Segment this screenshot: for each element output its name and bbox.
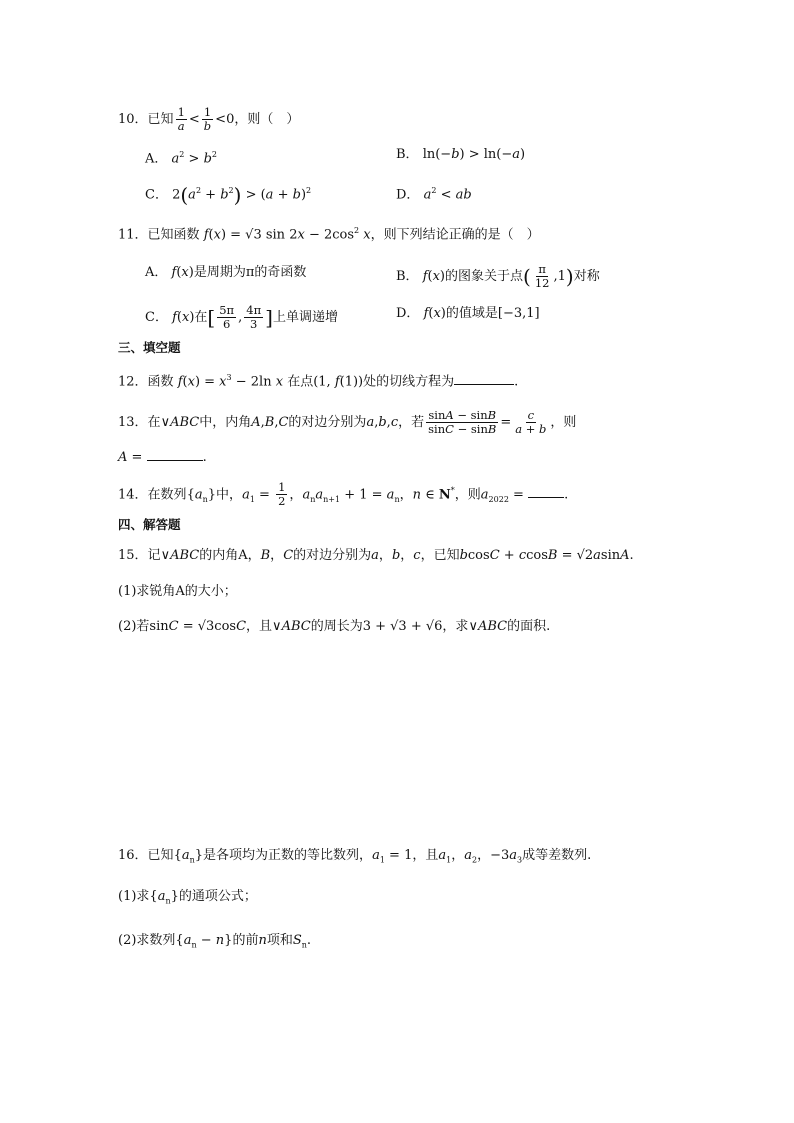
- question-11-stem: 11．已知函数 f(x) = √3 $\sin 2x - 2\cos^2$ x，则下列结论正确的是（ ）: [118, 226, 540, 243]
- question-13-answer: A = .: [118, 450, 207, 465]
- question-number: 10．: [118, 112, 148, 127]
- question-15: 15．记∨ABC的内角A，B，C的对边分别为a，b，c，已知bcosC + ccosB = √2asinA.: [118, 548, 634, 563]
- option-c: C． f(x)在[ $\frac{5\pi}{6}$ , $\frac{4\pi}{3}$ ]上单调递增: [145, 303, 338, 331]
- answer-blank: [528, 497, 564, 498]
- question-number: 11．: [118, 227, 148, 243]
- question-16: 16．已知$\{a_n\}$是各项均为正数的等比数列，$a_1 = 1$，且$a_1$，$a_2$，$-3a_3$成等差数列.: [118, 848, 592, 865]
- answer-blank: [454, 384, 514, 385]
- question-15-part-1: (1)求锐角A的大小；: [118, 584, 237, 599]
- question-10-stem: 10．已知 $\frac{1}{a}$ < $\frac{1}{b}$ <0，则（ ）: [118, 105, 300, 133]
- question-16-part-1: (1)求$\{a_n\}$的通项公式；: [118, 889, 257, 906]
- option-d: D． $a^2$ < ab: [396, 186, 472, 203]
- option-a: A． $a^2 > b^2$: [145, 150, 217, 167]
- option-b: B． ln(−b) > ln(−a): [396, 147, 526, 162]
- answer-blank: [147, 460, 203, 461]
- section-heading: 四、解答题: [118, 517, 181, 532]
- section-heading: 三、填空题: [118, 340, 181, 355]
- question-15-part-2: (2)若sinC = √3cosC，且∨ABC的周长为3 + √3 + √6，求∨ABC的面积.: [118, 619, 551, 634]
- question-13: 13．在∨ABC中，内角A,B,C的对边分别为a,b,c，若 $\frac{\sin A - \sin B}{\sin C - \sin B}$ = $\frac{c}{a + b}$ ，则: [118, 408, 577, 436]
- math-fraction: $\frac{1}{b}$: [203, 105, 212, 133]
- option-c: C． $2(a^2 + b^2) > (a + b)^2$: [145, 182, 312, 207]
- question-14: 14．在数列$\{a_n\}$中，$a_1$ = $\frac{1}{2}$ ，$a_na_{n+1} + 1 = a_n$，n ∈ N*，则$a_{2022}$ = .: [118, 480, 569, 509]
- option-a: A． f(x)是周期为π的奇函数: [145, 265, 307, 280]
- option-b: B． f(x)的图象关于点( $\frac{\pi}{12}$ ,1)对称: [396, 262, 600, 290]
- question-12: 12．函数 $f(x) = x^3 - 2\ln$ x 在点(1, f(1))处的切线方程为 .: [118, 373, 519, 390]
- math-fraction: $\frac{1}{a}$: [177, 105, 185, 133]
- option-d: D． f(x)的值域是[−3,1]: [396, 306, 540, 321]
- question-16-part-2: (2)求数列$\{a_n - n\}$的前n项和$S_n$.: [118, 933, 312, 950]
